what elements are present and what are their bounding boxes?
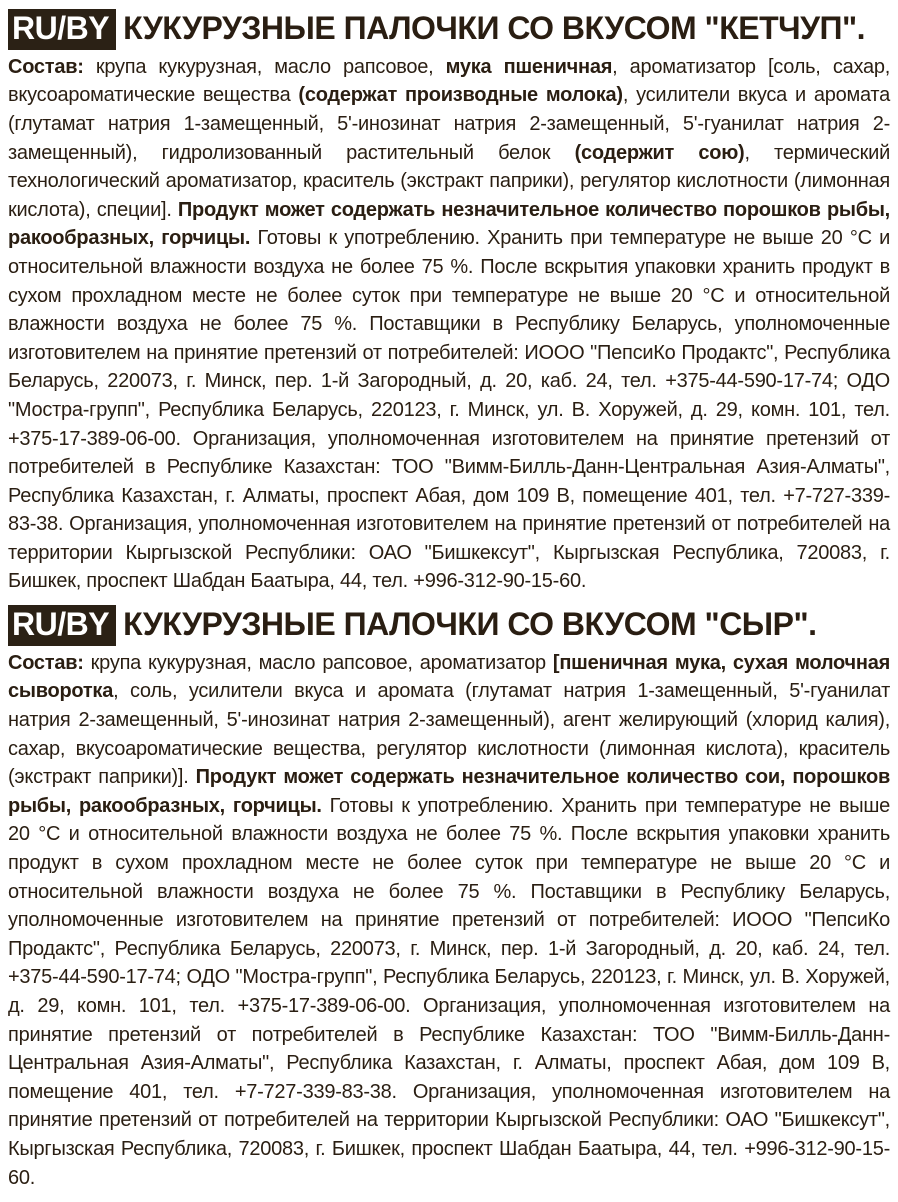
text-run: , соль, усилители вкуса и аромата (глутамат натрия 1-замещенный, 5'-гуанилат натрия 2-замещенный, 5'-инозинат натрия 2-замещенный), агент желирующий (хлорид калия), сахар, вкусоароматические вещества, регулятор кислотности (лимонная кислота), краситель (экстракт паприки)]. — [8, 680, 890, 789]
text-run: Состав: — [8, 651, 84, 674]
text-run: Продукт может содержать незначительное количество порошков рыбы, ракообразных, горчицы. — [8, 198, 890, 250]
ingredients-and-info-text — [8, 53, 890, 596]
language-badge: RU/BY — [8, 605, 116, 646]
text-run: , ароматизатор [соль, сахар, вкусоароматические вещества — [8, 55, 891, 107]
text-run: крупа кукурузная, масло рапсовое, ароматизатор — [83, 651, 553, 674]
language-badge: RU/BY — [8, 9, 116, 50]
text-run: , термический технологический ароматизатор, краситель (экстракт паприки), регулятор кислотности (лимонная кислота), специи]. — [8, 141, 890, 221]
section-heading — [8, 604, 890, 646]
label-section-ketchup — [8, 8, 890, 596]
text-run: Готовы к употреблению. Хранить при температуре не выше 20 °С и относительной влажности воздуха не более 75 %. После вскрытия упаковки хранить продукт в сухом прохладном месте не более суток при температуре не выше 20 °С и относительной влажности воздуха не более 75 %. Поставщики в Республику Беларусь, уполномоченные изготовителем на принятие претензий от потребителей: ИООО "ПепсиКо Продактс", Республика Беларусь, 220073, г. Минск, пер. 1-й Загородный, д. 20, каб. 24, тел. +375-44-590-17-74; ОДО "Мостра-групп", Республика Беларусь, 220123, г. Минск, ул. В. Хоружей, д. 29, комн. 101, тел. +375-17-389-06-00. Организация, уполномоченная изготовителем на принятие претензий от потребителей в Республике Казахстан: ТОО "Вимм-Билль-Данн-Центральная Азия-Алматы", Республика Казахстан, г. Алматы, проспект Абая, дом 109 В, помещение 401, тел. +7-727-339-83-38. Организация, уполномоченная изготовителем на принятие претензий от потребителей на территории Кыргызской Республики: ОАО "Бишкексут", Кыргызская Республика, 720083, г. Бишкек, проспект Шабдан Баатыра, 44, тел. +996-312-90-15-60. — [8, 794, 890, 1189]
text-run: (содержит сою) — [574, 141, 745, 164]
label-section-cheese — [8, 604, 890, 1192]
ingredients-and-info-text — [8, 649, 890, 1192]
section-heading — [8, 8, 890, 50]
text-run: Продукт может содержать незначительное количество сои, порошков рыбы, ракообразных, горчицы. — [8, 766, 890, 817]
text-run: мука пшеничная — [445, 55, 613, 78]
text-run: [пшеничная мука, сухая молочная сыворотка — [8, 651, 890, 703]
text-run: (содержат производные молока) — [298, 84, 623, 107]
product-title: КУКУРУЗНЫЕ ПАЛОЧКИ СО ВКУСОМ "СЫР". — [123, 606, 817, 643]
text-run: крупа кукурузная, масло рапсовое, — [83, 55, 446, 78]
text-run: Состав: — [8, 55, 84, 78]
text-run: Готовы к употреблению. Хранить при температуре не выше 20 °С и относительной влажности воздуха не более 75 %. После вскрытия упаковки хранить продукт в сухом прохладном месте не более суток при температуре не выше 20 °С и относительной влажности воздуха не более 75 %. Поставщики в Республику Беларусь, уполномоченные изготовителем на принятие претензий от потребителей: ИООО "ПепсиКо Продактс", Республика Беларусь, 220073, г. Минск, пер. 1-й Загородный, д. 20, каб. 24, тел. +375-44-590-17-74; ОДО "Мостра-групп", Республика Беларусь, 220123, г. Минск, ул. В. Хоружей, д. 29, комн. 101, тел. +375-17-389-06-00. Организация, уполномоченная изготовителем на принятие претензий от потребителей в Республике Казахстан: ТОО "Вимм-Билль-Данн-Центральная Азия-Алматы", Республика Казахстан, г. Алматы, проспект Абая, дом 109 В, помещение 401, тел. +7-727-339-83-38. Организация, уполномоченная изготовителем на принятие претензий от потребителей на территории Кыргызской Республики: ОАО "Бишкексут", Кыргызская Республика, 720083, г. Бишкек, проспект Шабдан Баатыра, 44, тел. +996-312-90-15-60. — [8, 227, 890, 593]
product-title: КУКУРУЗНЫЕ ПАЛОЧКИ СО ВКУСОМ "КЕТЧУП". — [123, 10, 866, 46]
text-run: , усилители вкуса и аромата (глутамат натрия 1-замещенный, 5'-инозинат натрия 2-замещенный, 5'-гуанилат натрия 2-замещенный), гидролизованный растительный белок — [8, 84, 890, 164]
